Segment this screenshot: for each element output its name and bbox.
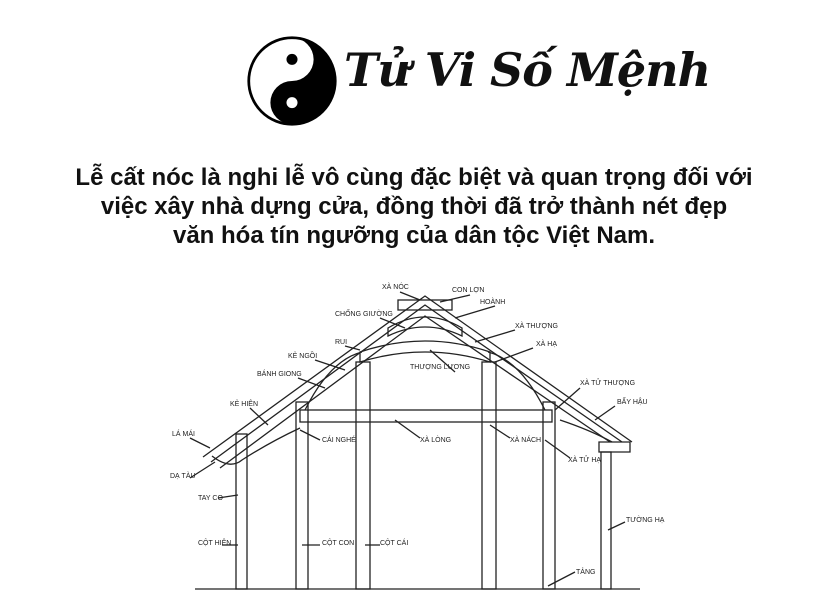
label-xa-tu-thuong: XÀ TỬ THƯỢNG — [580, 380, 636, 387]
label-ke-hien: KẺ HIÊN — [230, 401, 259, 408]
roof-structure-diagram — [0, 270, 828, 591]
label-xa-tu-ha: XÀ TỬ HẠ — [568, 457, 602, 464]
label-bay-hau: BẨY HẬU — [617, 399, 648, 406]
label-xa-thuong: XÀ THƯỢNG — [515, 323, 558, 330]
label-chong-giuong: CHỐNG GIƯỜNG — [335, 311, 393, 318]
label-rui: RUI — [335, 339, 348, 346]
label-da-tau: DẠ TÀU — [170, 473, 196, 480]
label-cai-nghe: CÁI NGHÉ — [322, 437, 356, 444]
label-banh-giong: BÁNH GIONG — [257, 371, 302, 378]
label-la-mai: LÁ MÁI — [172, 431, 195, 438]
label-thuong-luong: THƯỢNG LƯƠNG — [410, 364, 471, 371]
label-cot-con: CỘT CON — [322, 540, 355, 547]
label-cot-hien: CỘT HIÊN — [198, 540, 232, 547]
headline — [30, 163, 798, 250]
label-xa-ha: XÀ HẠ — [536, 341, 558, 348]
label-tay-co: TAY CO — [198, 495, 223, 502]
yin-yang-icon — [246, 35, 338, 127]
brand-name: Tử Vi Số Mệnh — [344, 43, 711, 97]
label-hoanh: HOÀNH — [480, 299, 506, 306]
headline-line: Lễ cất nóc là nghi lễ vô cùng đặc biệt và quan trọng đối với — [75, 164, 753, 191]
label-xa-noc: XÀ NÓC — [382, 284, 409, 291]
label-tuong-ha: TƯỜNG HẠ — [626, 517, 665, 524]
label-cot-cai: CỘT CÁI — [380, 540, 409, 547]
label-ke-ngoi: KẺ NGỒI — [288, 353, 318, 360]
label-xa-long: XÀ LÒNG — [420, 437, 452, 444]
label-tang: TẢNG — [576, 569, 596, 576]
label-xa-nach: XÀ NÁCH — [510, 437, 542, 444]
headline-line: việc xây nhà dựng cửa, đồng thời đã trở thành nét đẹp — [100, 193, 728, 220]
headline-line: văn hóa tín ngưỡng của dân tộc Việt Nam. — [172, 222, 656, 249]
label-con-lon: CON LỢN — [452, 287, 485, 294]
logo — [244, 33, 711, 129]
